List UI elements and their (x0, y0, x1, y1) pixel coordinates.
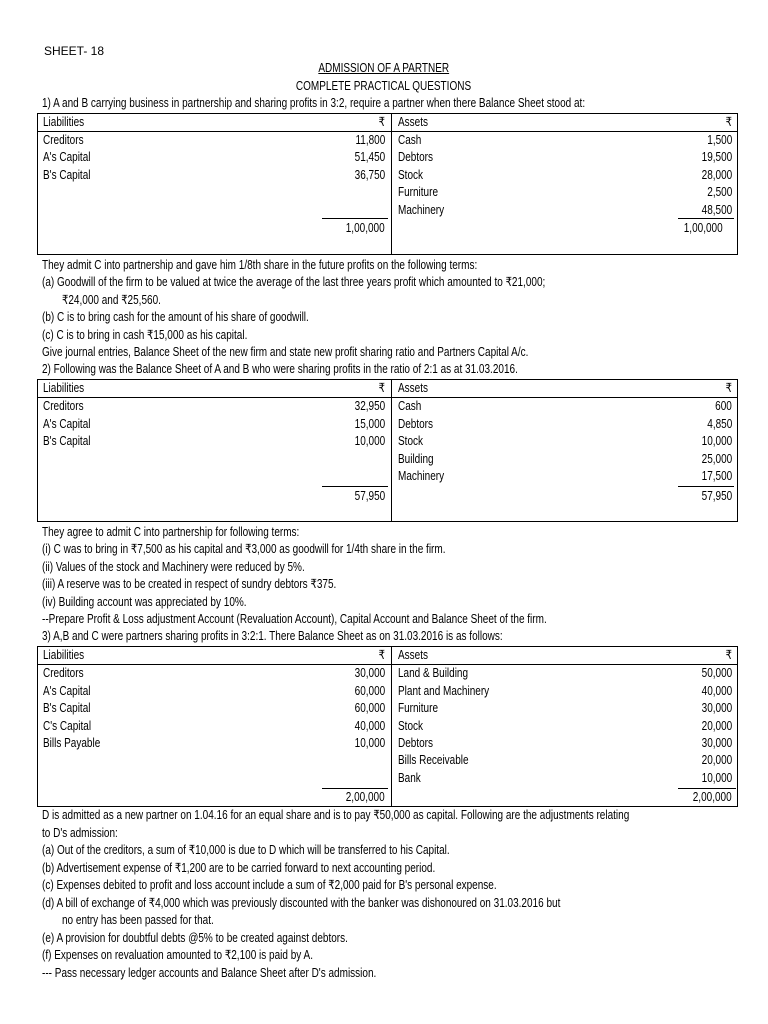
q1-asset-name: Machinery (398, 203, 445, 217)
q3-asset-name: Debtors (398, 736, 434, 750)
q2-asset-name: Building (398, 452, 434, 466)
q2-asset-name: Cash (398, 399, 422, 413)
q3-asset-amount: 50,000 (701, 666, 732, 680)
q2-heading: 2) Following was the Balance Sheet of A and B who were sharing profits in the ratio of 2:1 as at 31.03.2016. (42, 362, 518, 376)
q1-assets-total-rule (678, 218, 734, 219)
q3-assets-total: 2,00,000 (693, 790, 732, 804)
q1-assets-total: 1,00,000 (684, 221, 723, 235)
q3-liab-amount: 60,000 (354, 684, 385, 698)
q1-asset-amount: 48,500 (701, 203, 732, 217)
q2-liabilities-header: Liabilities (43, 381, 85, 395)
q1-liab-amount: 11,800 (355, 133, 385, 147)
q2-line: (ii) Values of the stock and Machinery were reduced by 5%. (42, 560, 305, 574)
q2-asset-amount: 4,850 (706, 417, 732, 431)
q2-line: (iii) A reserve was to be created in respect of sundry debtors ₹375. (42, 577, 337, 591)
q1-assets-currency: ₹ (725, 115, 732, 129)
q2-asset-name: Stock (398, 434, 424, 448)
q2-liab-name: Creditors (43, 399, 84, 413)
q1-liab-amount: 51,450 (354, 150, 385, 164)
q3-liab-amount: 60,000 (354, 701, 385, 715)
q1-asset-amount: 2,500 (706, 185, 732, 199)
q2-liab-total-rule (322, 486, 388, 487)
q3-asset-name: Stock (398, 719, 424, 733)
q3-line: (a) Out of the creditors, a sum of ₹10,000 is due to D which will be transferred to his Capital. (42, 843, 450, 857)
q1-liab-currency: ₹ (378, 115, 385, 129)
q2-assets-currency: ₹ (725, 381, 732, 395)
q2-liab-name: B's Capital (43, 434, 91, 448)
q1-liab-amount: 36,750 (354, 168, 385, 182)
q3-asset-name: Bank (398, 771, 421, 785)
q1-liabilities-header: Liabilities (43, 115, 85, 129)
q1-liab-total: 1,00,000 (346, 221, 385, 235)
q1-liab-name: A's Capital (43, 150, 91, 164)
q3-line: (f) Expenses on revaluation amounted to ₹2,100 is paid by A. (42, 948, 313, 962)
q3-asset-name: Plant and Machinery (398, 684, 490, 698)
q2-asset-amount: 10,000 (701, 434, 732, 448)
document-subtitle: COMPLETE PRACTICAL QUESTIONS (296, 79, 472, 93)
q3-liabilities-header: Liabilities (43, 648, 85, 662)
q1-assets-header: Assets (398, 115, 429, 129)
q3-liab-amount: 10,000 (354, 736, 385, 750)
q1-line: ₹24,000 and ₹25,560. (62, 293, 161, 307)
q3-balance-sheet (37, 646, 738, 807)
q2-liab-total: 57,950 (354, 489, 385, 503)
q3-line: (c) Expenses debited to profit and loss account include a sum of ₹2,000 paid for B's personal expense. (42, 878, 497, 892)
q1-asset-name: Cash (398, 133, 422, 147)
q3-line: no entry has been passed for that. (62, 913, 214, 927)
q1-liab-total-rule (322, 218, 388, 219)
q3-line: (d) A bill of exchange of ₹4,000 which was previously discounted with the banker was dishonoured on 31.03.2016 but (42, 896, 561, 910)
q3-line: D is admitted as a new partner on 1.04.16 for an equal share and is to pay ₹50,000 as capital. Following are the adjustments relating (42, 808, 630, 822)
q1-asset-amount: 19,500 (701, 150, 732, 164)
q3-asset-amount: 20,000 (701, 753, 732, 767)
q2-line: --Prepare Profit & Loss adjustment Account (Revaluation Account), Capital Account and Balance Sheet of the firm. (42, 612, 547, 626)
q3-liab-name: B's Capital (43, 701, 91, 715)
document-title: ADMISSION OF A PARTNER (318, 61, 450, 75)
q3-asset-name: Land & Building (398, 666, 469, 680)
q2-asset-amount: 17,500 (701, 469, 732, 483)
q3-liab-currency: ₹ (378, 648, 385, 662)
q3-liab-name: C's Capital (43, 719, 92, 733)
q2-liab-amount: 15,000 (354, 417, 385, 431)
q2-line: (iv) Building account was appreciated by 10%. (42, 595, 247, 609)
sheet-label: SHEET- 18 (44, 44, 105, 58)
q2-liab-amount: 32,950 (354, 399, 385, 413)
q2-asset-name: Machinery (398, 469, 445, 483)
q3-liab-amount: 40,000 (354, 719, 385, 733)
document-subtitle-row (0, 78, 768, 95)
document-title-row (0, 60, 768, 77)
q2-liab-currency: ₹ (378, 381, 385, 395)
q1-heading: 1) A and B carrying business in partnership and sharing profits in 3:2, require a partner when there Balance Sheet stood at: (42, 96, 586, 110)
q1-asset-amount: 28,000 (701, 168, 732, 182)
q3-asset-amount: 30,000 (701, 701, 732, 715)
q3-line: (e) A provision for doubtful debts @5% to be created against debtors. (42, 931, 348, 945)
q1-line: (a) Goodwill of the firm to be valued at twice the average of the last three years profit which amounted to ₹21,000; (42, 275, 546, 289)
q3-line: to D's admission: (42, 826, 118, 840)
q1-asset-amount: 1,500 (706, 133, 732, 147)
q3-liab-name: Bills Payable (43, 736, 101, 750)
q2-balance-sheet (37, 379, 738, 522)
q3-heading: 3) A,B and C were partners sharing profits in 3:2:1. There Balance Sheet as on 31.03.2016 is as follows: (42, 629, 503, 643)
q3-line: --- Pass necessary ledger accounts and Balance Sheet after D's admission. (42, 966, 377, 980)
q3-asset-amount: 30,000 (701, 736, 732, 750)
q3-line: (b) Advertisement expense of ₹1,200 are to be carried forward to next accounting period. (42, 861, 436, 875)
q1-asset-name: Debtors (398, 150, 434, 164)
q2-liab-amount: 10,000 (354, 434, 385, 448)
q2-line: (i) C was to bring in ₹7,500 as his capital and ₹3,000 as goodwill for 1/4th share in the firm. (42, 542, 446, 556)
q2-assets-total: 57,950 (701, 489, 732, 503)
q2-liab-name: A's Capital (43, 417, 91, 431)
q3-assets-header: Assets (398, 648, 429, 662)
q3-asset-amount: 40,000 (701, 684, 732, 698)
q1-line: They admit C into partnership and gave him 1/8th share in the future profits on the following terms: (42, 258, 478, 272)
q3-asset-name: Furniture (398, 701, 439, 715)
q2-asset-amount: 600 (715, 399, 732, 413)
q2-asset-amount: 25,000 (701, 452, 732, 466)
q3-liab-name: A's Capital (43, 684, 91, 698)
q3-liab-amount: 30,000 (354, 666, 385, 680)
q1-asset-name: Stock (398, 168, 424, 182)
q3-liab-total: 2,00,000 (346, 790, 385, 804)
q2-asset-name: Debtors (398, 417, 434, 431)
q1-asset-name: Furniture (398, 185, 439, 199)
q1-line: Give journal entries, Balance Sheet of the new firm and state new profit sharing ratio and Partners Capital A/c. (42, 345, 529, 359)
q3-asset-amount: 10,000 (701, 771, 732, 785)
q3-asset-amount: 20,000 (701, 719, 732, 733)
q2-line: They agree to admit C into partnership for following terms: (42, 525, 300, 539)
q1-line: (c) C is to bring in cash ₹15,000 as his capital. (42, 328, 248, 342)
q1-liab-name: B's Capital (43, 168, 91, 182)
q1-line: (b) C is to bring cash for the amount of his share of goodwill. (42, 310, 309, 324)
q3-asset-name: Bills Receivable (398, 753, 469, 767)
q1-balance-sheet (37, 113, 738, 255)
q2-assets-header: Assets (398, 381, 429, 395)
q1-liab-name: Creditors (43, 133, 84, 147)
q3-assets-currency: ₹ (725, 648, 732, 662)
q2-assets-total-rule (678, 486, 734, 487)
q3-liab-name: Creditors (43, 666, 84, 680)
